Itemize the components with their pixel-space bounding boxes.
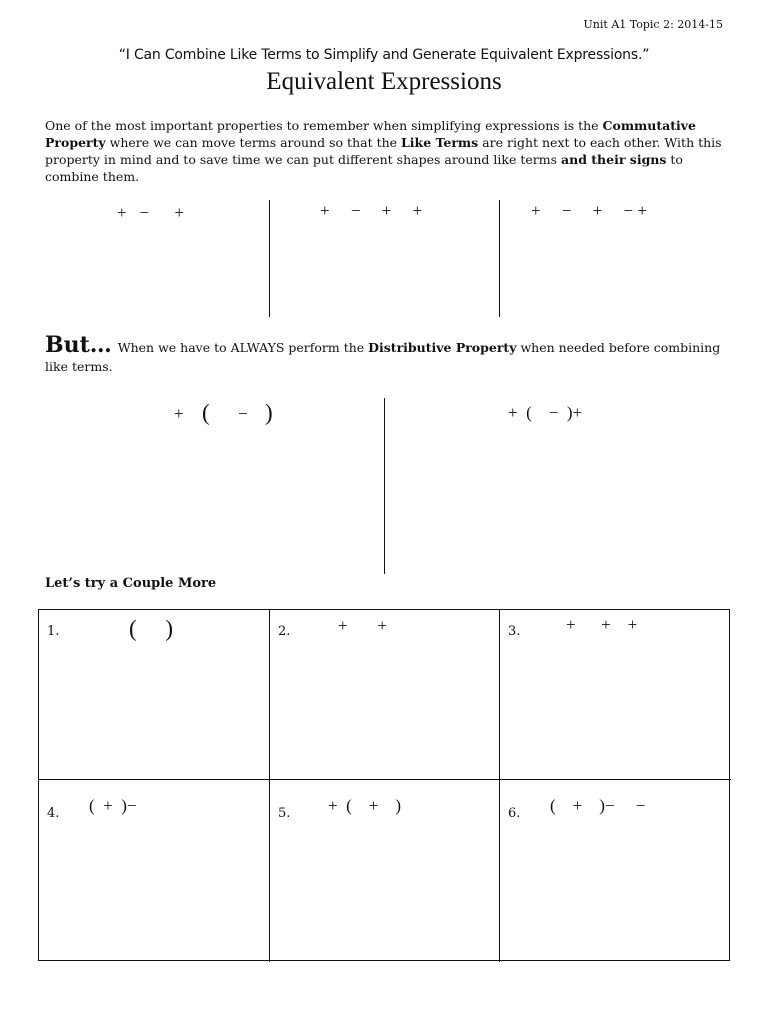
problem-expression: + ( + ) [328,796,401,815]
distributive-text-1: When we have to ALWAYS perform the [117,340,369,355]
intro-text-3: are right next to each other. With this property in mind and to save time we can put different shapes around like terms [45,135,722,167]
commutative-example-3: + − + − + [531,201,647,220]
commutative-example-1: + − + [117,203,185,222]
learning-target: “I Can Combine Like Terms to Simplify and Generate Equivalent Expressions.” [118,47,650,63]
problem-number: 1. [47,624,60,639]
intro-text-2: where we can move terms around so that the [105,135,402,150]
problem-cell[interactable] [270,780,500,962]
problem-cell[interactable] [270,610,500,780]
intro-paragraph [45,117,725,185]
practice-grid [38,609,730,961]
intro-like-terms: Like Terms [401,135,479,150]
but-heading: But… [45,332,112,358]
problem-expression: ( + )− [89,796,137,815]
intro-text-4: to combine them. [45,152,683,184]
problem-cell[interactable] [39,610,270,780]
intro-commutative-property: Commutative Property [45,118,696,150]
practice-heading: Let’s try a Couple More [45,576,217,591]
problem-number: 2. [278,624,291,639]
divider-line [384,398,385,574]
distributive-left-close-paren: ) [265,400,273,425]
problem-expression: + + + [566,615,638,634]
problem-expression: ( ) [129,616,174,641]
distributive-left-minus: − [238,404,248,423]
distributive-property: Distributive Property [368,340,517,355]
problem-expression: + + [338,616,387,635]
commutative-example-2: + − + + [320,201,423,220]
distributive-left-plus: + [174,404,184,423]
intro-text-1: One of the most important properties to remember when simplifying expressions is the [45,118,599,133]
page-title: Equivalent Expressions [266,68,502,95]
problem-cell[interactable] [39,780,270,962]
unit-reference: Unit A1 Topic 2: 2014-15 [583,18,723,31]
problem-cell[interactable] [500,610,731,780]
divider-line [269,200,270,317]
problem-expression: ( + )− − [550,796,646,815]
problem-number: 5. [278,806,291,821]
divider-line [499,200,500,317]
distributive-text-2: when needed before combining like terms. [45,340,721,374]
problem-number: 6. [508,806,521,821]
distributive-left-open-paren: ( [202,400,210,425]
problem-number: 3. [508,624,521,639]
distributive-example-right: + ( − )+ [508,403,583,422]
intro-and-their-signs: and their signs [561,152,667,167]
problem-cell[interactable] [500,780,731,962]
distributive-intro [45,332,735,376]
problem-number: 4. [47,806,60,821]
